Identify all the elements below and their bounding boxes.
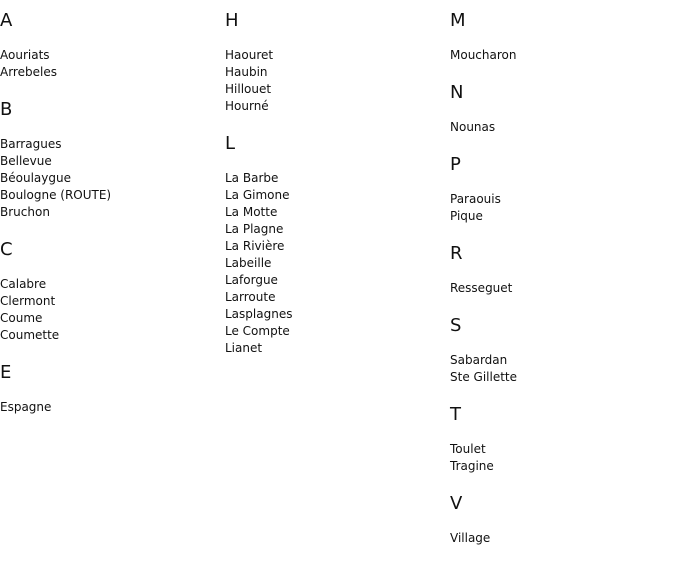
place-link[interactable]: La Motte xyxy=(225,205,278,219)
letter-heading: A xyxy=(0,10,13,31)
place-link[interactable]: Sabardan xyxy=(450,353,508,367)
letter-group-e xyxy=(0,361,225,416)
place-link[interactable]: Hillouet xyxy=(225,82,272,96)
place-list xyxy=(0,276,225,344)
index-column-3 xyxy=(450,0,675,564)
place-list xyxy=(225,170,450,357)
place-link[interactable]: Espagne xyxy=(0,400,52,414)
letter-group-a xyxy=(0,9,225,81)
place-link[interactable]: Haubin xyxy=(225,65,268,79)
place-link[interactable]: Lianet xyxy=(225,341,263,355)
place-list xyxy=(450,352,675,386)
letter-heading: C xyxy=(0,239,13,260)
place-list xyxy=(450,530,675,547)
place-link[interactable]: Hourné xyxy=(225,99,269,113)
place-link[interactable]: Clermont xyxy=(0,294,56,308)
place-link[interactable]: Tragine xyxy=(450,459,494,473)
place-list xyxy=(450,47,675,64)
place-link[interactable]: Bellevue xyxy=(0,154,52,168)
place-list xyxy=(0,47,225,81)
place-link[interactable]: Resseguet xyxy=(450,281,513,295)
place-link[interactable]: Aouriats xyxy=(0,48,50,62)
index-column-1 xyxy=(0,0,225,433)
place-link[interactable]: Paraouis xyxy=(450,192,501,206)
letter-heading: E xyxy=(0,362,12,383)
place-link[interactable]: Laforgue xyxy=(225,273,278,287)
letter-heading: R xyxy=(450,243,463,264)
place-list xyxy=(0,399,225,416)
letter-heading: L xyxy=(225,133,236,154)
letter-heading: B xyxy=(0,99,13,120)
letter-heading: V xyxy=(450,493,463,514)
letter-group-t xyxy=(450,403,675,475)
place-link[interactable]: Lasplagnes xyxy=(225,307,293,321)
place-link[interactable]: Bruchon xyxy=(0,205,50,219)
place-link[interactable]: Arrebeles xyxy=(0,65,57,79)
place-link[interactable]: Larroute xyxy=(225,290,276,304)
letter-group-h xyxy=(225,9,450,115)
letter-heading: M xyxy=(450,10,466,31)
letter-group-p xyxy=(450,153,675,225)
place-link[interactable]: Toulet xyxy=(450,442,486,456)
letter-group-r xyxy=(450,242,675,297)
letter-heading: N xyxy=(450,82,464,103)
place-link[interactable]: Calabre xyxy=(0,277,47,291)
place-link[interactable]: Coume xyxy=(0,311,43,325)
place-link[interactable]: Ste Gillette xyxy=(450,370,517,384)
place-link[interactable]: Le Compte xyxy=(225,324,290,338)
place-link[interactable]: Barragues xyxy=(0,137,62,151)
letter-group-n xyxy=(450,81,675,136)
place-link[interactable]: Labeille xyxy=(225,256,272,270)
letter-group-b xyxy=(0,98,225,221)
place-link[interactable]: La Barbe xyxy=(225,171,279,185)
place-link[interactable]: Haouret xyxy=(225,48,274,62)
letter-heading: H xyxy=(225,10,239,31)
place-list xyxy=(450,191,675,225)
letter-heading: T xyxy=(450,404,461,425)
place-list xyxy=(450,119,675,136)
letter-heading: S xyxy=(450,315,462,336)
letter-group-m xyxy=(450,9,675,64)
place-list xyxy=(450,441,675,475)
place-list xyxy=(225,47,450,115)
place-link[interactable]: Moucharon xyxy=(450,48,517,62)
place-link[interactable]: Village xyxy=(450,531,491,545)
place-link[interactable]: Coumette xyxy=(0,328,60,342)
index-column-2 xyxy=(225,0,450,374)
place-link[interactable]: Pique xyxy=(450,209,483,223)
place-list xyxy=(0,136,225,221)
letter-heading: P xyxy=(450,154,461,175)
letter-group-s xyxy=(450,314,675,386)
place-link[interactable]: La Gimone xyxy=(225,188,290,202)
place-link[interactable]: La Plagne xyxy=(225,222,284,236)
place-link[interactable]: Béoulaygue xyxy=(0,171,71,185)
letter-group-l xyxy=(225,132,450,357)
place-link[interactable]: Nounas xyxy=(450,120,496,134)
place-link[interactable]: La Rivière xyxy=(225,239,285,253)
letter-group-v xyxy=(450,492,675,547)
letter-group-c xyxy=(0,238,225,344)
place-link[interactable]: Boulogne (ROUTE) xyxy=(0,188,112,202)
place-list xyxy=(450,280,675,297)
